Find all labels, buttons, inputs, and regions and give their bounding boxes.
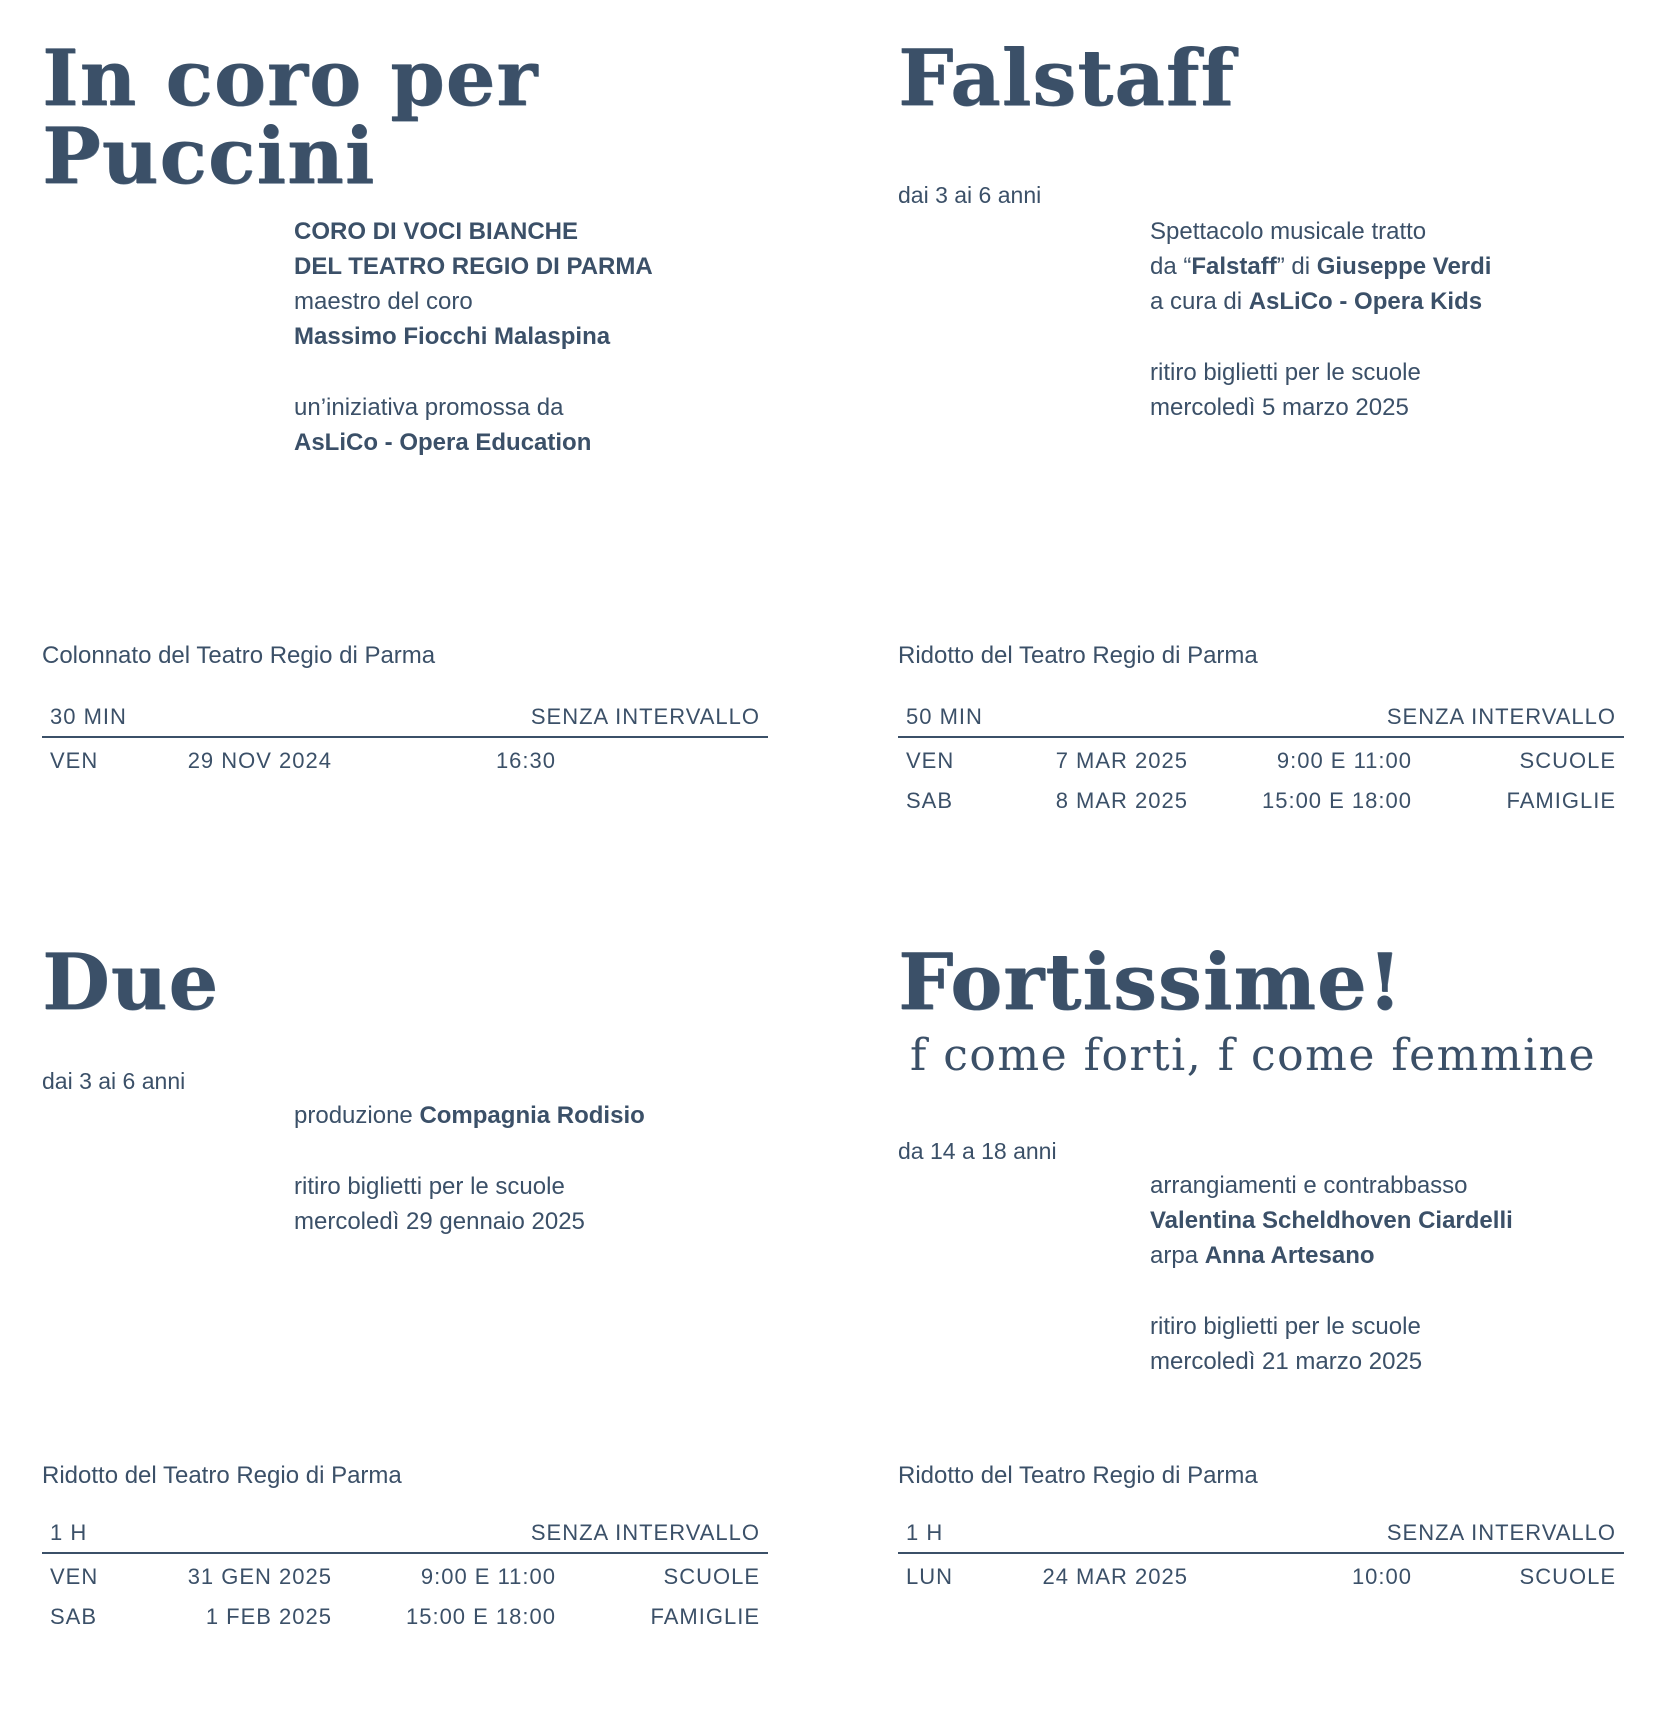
event-description (1150, 1168, 1513, 1379)
harp-line: arpa Anna Artesano (1150, 1242, 1375, 1269)
duration: 1 H (50, 1520, 88, 1545)
production-line: produzione Compagnia Rodisio (294, 1102, 645, 1129)
day: SAB (50, 1604, 98, 1629)
date: 7 MAR 2025 (1055, 748, 1188, 773)
venue: Colonnato del Teatro Regio di Parma (42, 642, 436, 669)
harpist-name: Anna Artesano (1204, 1242, 1375, 1269)
event-description (294, 1098, 645, 1239)
schedule-row (42, 1554, 768, 1594)
event-title: Falstaff (898, 33, 1235, 124)
ticket-pickup-date: mercoledì 21 marzo 2025 (1150, 1348, 1423, 1375)
interval-note: SENZA INTERVALLO (530, 1520, 760, 1545)
date: 24 MAR 2025 (1042, 1564, 1188, 1589)
schedule-row (42, 738, 768, 778)
event-due (42, 924, 772, 1714)
ticket-pickup-label: ritiro biglietti per le scuole (1150, 1313, 1421, 1340)
event-description (294, 214, 653, 460)
date: 8 MAR 2025 (1055, 788, 1188, 813)
organizer-name: AsLiCo - Opera Education (294, 429, 592, 456)
ticket-pickup-date: mercoledì 29 gennaio 2025 (294, 1208, 585, 1235)
age-range: da 14 a 18 anni (898, 1138, 1057, 1164)
schedule-header (42, 704, 768, 738)
event-title: Due (42, 937, 219, 1028)
schedule-table (42, 1520, 768, 1634)
ticket-pickup-date: mercoledì 5 marzo 2025 (1150, 394, 1409, 421)
venue: Ridotto del Teatro Regio di Parma (42, 1462, 402, 1489)
schedule-row (42, 1594, 768, 1634)
company-name: Compagnia Rodisio (419, 1102, 645, 1129)
time: 9:00 E 11:00 (420, 1564, 556, 1589)
ticket-pickup-label: ritiro biglietti per le scuole (294, 1173, 565, 1200)
ticket-pickup-label: ritiro biglietti per le scuole (1150, 359, 1421, 386)
event-title: Fortissime! (898, 937, 1403, 1028)
performer-name: Valentina Scheldhoven Ciardelli (1150, 1207, 1513, 1234)
event-falstaff (898, 20, 1628, 813)
event-description (1150, 214, 1491, 425)
schedule-row (898, 738, 1624, 778)
time: 15:00 E 18:00 (1261, 788, 1412, 813)
interval-note: SENZA INTERVALLO (1386, 704, 1616, 729)
duration: 30 MIN (50, 704, 127, 729)
conductor-name: Massimo Fiocchi Malaspina (294, 323, 611, 350)
day: VEN (50, 748, 99, 773)
date: 29 NOV 2024 (187, 748, 332, 773)
audience: FAMIGLIE (1506, 788, 1616, 813)
choir-name-line-2: DEL TEATRO REGIO DI PARMA (294, 253, 653, 280)
time: 10:00 (1351, 1564, 1412, 1589)
time: 9:00 E 11:00 (1276, 748, 1412, 773)
schedule-header (898, 1520, 1624, 1554)
initiative-label: un’iniziativa promossa da (294, 394, 564, 421)
audience: SCUOLE (1519, 748, 1616, 773)
audience: SCUOLE (1519, 1564, 1616, 1589)
day: SAB (906, 788, 954, 813)
time: 15:00 E 18:00 (405, 1604, 556, 1629)
time: 16:30 (495, 748, 556, 773)
venue: Ridotto del Teatro Regio di Parma (898, 642, 1258, 669)
date: 1 FEB 2025 (205, 1604, 332, 1629)
event-fortissime (898, 924, 1628, 1714)
schedule-row (898, 778, 1624, 818)
role-label: arrangiamenti e contrabbasso (1150, 1172, 1468, 1199)
event-title: In coro per Puccini (42, 33, 539, 202)
schedule-table (42, 704, 768, 778)
curator-line: a cura di AsLiCo - Opera Kids (1150, 288, 1483, 315)
composer-name: Giuseppe Verdi (1316, 253, 1492, 280)
date: 31 GEN 2025 (187, 1564, 332, 1589)
curator-name: AsLiCo - Opera Kids (1248, 288, 1483, 315)
audience: FAMIGLIE (650, 1604, 760, 1629)
interval-note: SENZA INTERVALLO (1386, 1520, 1616, 1545)
choir-name-line-1: CORO DI VOCI BIANCHE (294, 218, 579, 245)
age-range: dai 3 ai 6 anni (898, 182, 1042, 208)
source-line: da “Falstaff” di Giuseppe Verdi (1150, 253, 1492, 280)
schedule-table (898, 704, 1624, 818)
schedule-row (898, 1554, 1624, 1594)
role-label: maestro del coro (294, 288, 473, 315)
schedule-table (898, 1520, 1624, 1594)
event-subtitle: f come forti, f come femmine (910, 1030, 1597, 1081)
duration: 1 H (906, 1520, 944, 1545)
day: VEN (906, 748, 955, 773)
event-in-coro-per-puccini (42, 20, 772, 810)
interval-note: SENZA INTERVALLO (530, 704, 760, 729)
audience: SCUOLE (663, 1564, 760, 1589)
schedule-header (898, 704, 1624, 738)
opera-title: Falstaff (1191, 253, 1277, 280)
day: LUN (906, 1564, 954, 1589)
venue: Ridotto del Teatro Regio di Parma (898, 1462, 1258, 1489)
age-range: dai 3 ai 6 anni (42, 1068, 186, 1094)
description-line: Spettacolo musicale tratto (1150, 218, 1427, 245)
duration: 50 MIN (906, 704, 983, 729)
day: VEN (50, 1564, 99, 1589)
schedule-header (42, 1520, 768, 1554)
